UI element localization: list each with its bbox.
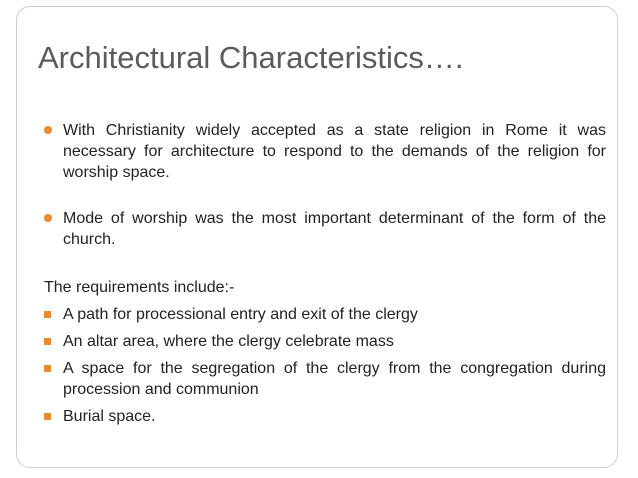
requirement-text: Burial space. (63, 408, 156, 425)
bullet-text: Mode of worship was the most important determinant of the form of the church. (63, 210, 606, 248)
requirement-item (44, 331, 606, 352)
slide-content (44, 120, 606, 427)
square-bullet-icon (44, 338, 51, 345)
bullet-text: With Christianity widely accepted as a state religion in Rome it was necessary for architecture to respond to the demands of the religion for worship space. (63, 122, 606, 181)
requirement-item (44, 406, 606, 427)
square-bullet-icon (44, 413, 51, 420)
round-bullet-icon (44, 126, 52, 134)
round-bullet-icon (44, 214, 52, 222)
square-bullet-icon (44, 311, 51, 318)
bullet-item (44, 208, 606, 250)
requirement-text: An altar area, where the clergy celebrate mass (63, 333, 394, 350)
requirements-heading: The requirements include:- (44, 279, 235, 296)
requirement-text: A space for the segregation of the clergy from the congregation during procession and communion (63, 360, 606, 398)
requirement-item (44, 304, 606, 325)
bullet-item (44, 120, 606, 183)
square-bullet-icon (44, 365, 51, 372)
slide-title: Architectural Characteristics…. (38, 40, 464, 75)
requirement-item (44, 358, 606, 400)
requirement-text: A path for processional entry and exit of the clergy (63, 306, 418, 323)
